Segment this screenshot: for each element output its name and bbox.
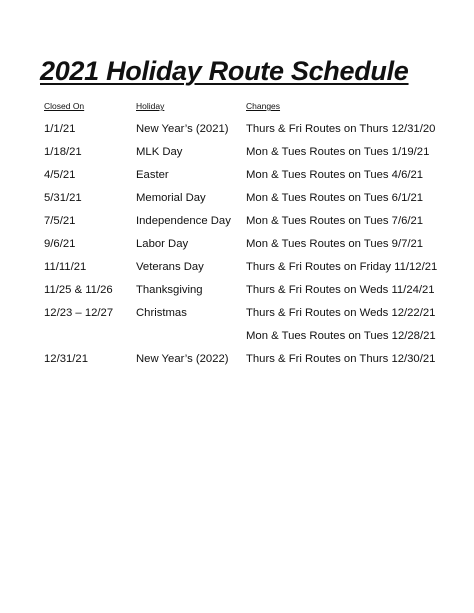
closed-on-date: 4/5/21 <box>44 169 76 181</box>
table-row <box>0 256 474 279</box>
holiday-name: Memorial Day <box>136 192 206 204</box>
table-row <box>0 325 474 348</box>
route-change: Mon & Tues Routes on Tues 7/6/21 <box>246 215 424 227</box>
route-change: Thurs & Fri Routes on Friday 11/12/21 <box>246 261 438 273</box>
table-row <box>0 233 474 256</box>
route-change: Mon & Tues Routes on Tues 9/7/21 <box>246 238 424 250</box>
table-row <box>0 118 474 141</box>
route-change: Thurs & Fri Routes on Thurs 12/31/20 <box>246 123 436 135</box>
header-closed-on: Closed On <box>44 101 85 111</box>
schedule-table <box>0 118 474 371</box>
table-row <box>0 302 474 325</box>
closed-on-date: 11/11/21 <box>44 261 87 273</box>
page-title: 2021 Holiday Route Schedule <box>40 56 409 86</box>
holiday-name: Labor Day <box>136 238 189 250</box>
holiday-name: New Year’s (2022) <box>136 353 229 365</box>
holiday-name: Independence Day <box>136 215 231 227</box>
holiday-name: MLK Day <box>136 146 183 158</box>
closed-on-date: 5/31/21 <box>44 192 82 204</box>
table-row <box>0 210 474 233</box>
route-change: Mon & Tues Routes on Tues 1/19/21 <box>246 146 430 158</box>
holiday-name: Veterans Day <box>136 261 204 273</box>
closed-on-date: 1/1/21 <box>44 123 76 135</box>
route-change: Thurs & Fri Routes on Weds 12/22/21 <box>246 307 436 319</box>
table-row <box>0 187 474 210</box>
closed-on-date: 9/6/21 <box>44 238 76 250</box>
table-row <box>0 164 474 187</box>
closed-on-date: 7/5/21 <box>44 215 76 227</box>
route-change: Thurs & Fri Routes on Thurs 12/30/21 <box>246 353 436 365</box>
route-change: Mon & Tues Routes on Tues 4/6/21 <box>246 169 424 181</box>
holiday-name: Christmas <box>136 307 187 319</box>
header-holiday: Holiday <box>136 101 165 111</box>
closed-on-date: 12/23 – 12/27 <box>44 307 114 319</box>
table-row <box>0 279 474 302</box>
closed-on-date: 11/25 & 11/26 <box>44 284 113 296</box>
closed-on-date: 12/31/21 <box>44 353 88 365</box>
route-change: Mon & Tues Routes on Tues 6/1/21 <box>246 192 424 204</box>
route-change: Mon & Tues Routes on Tues 12/28/21 <box>246 330 436 342</box>
table-row <box>0 141 474 164</box>
route-change: Thurs & Fri Routes on Weds 11/24/21 <box>246 284 435 296</box>
header-changes: Changes <box>246 101 281 111</box>
holiday-name: Easter <box>136 169 169 181</box>
column-headers <box>0 101 474 115</box>
closed-on-date: 1/18/21 <box>44 146 82 158</box>
holiday-name: New Year’s (2021) <box>136 123 229 135</box>
holiday-name: Thanksgiving <box>136 284 203 296</box>
table-row <box>0 348 474 371</box>
